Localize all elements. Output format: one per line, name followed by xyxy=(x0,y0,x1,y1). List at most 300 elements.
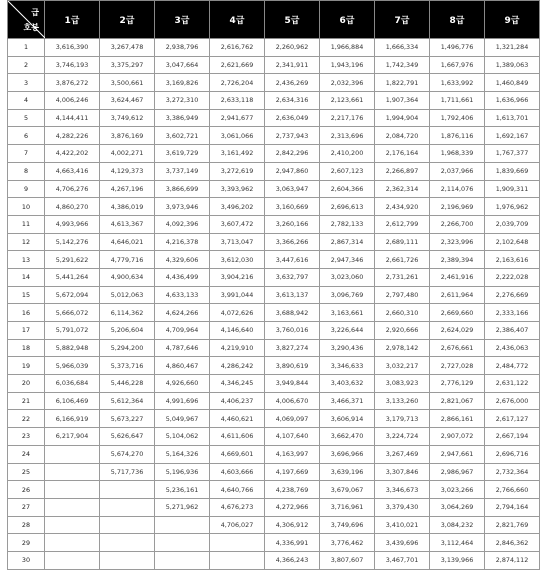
salary-cell: 3,393,962 xyxy=(210,180,265,198)
salary-cell: 5,049,967 xyxy=(155,410,210,428)
salary-cell: 2,986,967 xyxy=(430,463,485,481)
salary-cell: 1,667,976 xyxy=(430,56,485,74)
salary-cell: 1,968,339 xyxy=(430,145,485,163)
salary-cell: 2,636,049 xyxy=(265,109,320,127)
salary-cell: 4,993,966 xyxy=(45,215,100,233)
salary-cell: 2,874,112 xyxy=(485,551,540,569)
salary-cell: 3,112,464 xyxy=(430,534,485,552)
step-number-cell: 9 xyxy=(8,180,45,198)
salary-cell: 4,107,640 xyxy=(265,428,320,446)
salary-cell: 4,306,912 xyxy=(265,516,320,534)
salary-cell: 2,461,916 xyxy=(430,268,485,286)
table-row xyxy=(8,551,540,569)
table-row xyxy=(8,357,540,375)
salary-cell: 2,621,669 xyxy=(210,56,265,74)
salary-cell: 5,446,228 xyxy=(100,375,155,393)
salary-cell: 2,794,164 xyxy=(485,498,540,516)
salary-cell: 3,890,619 xyxy=(265,357,320,375)
header-row xyxy=(8,1,540,39)
step-number-cell: 19 xyxy=(8,357,45,375)
salary-cell: 6,106,469 xyxy=(45,392,100,410)
salary-cell: 4,006,670 xyxy=(265,392,320,410)
salary-cell: 4,336,991 xyxy=(265,534,320,552)
salary-cell: 1,742,349 xyxy=(375,56,430,74)
step-number-cell: 16 xyxy=(8,304,45,322)
salary-cell: 4,633,133 xyxy=(155,286,210,304)
salary-cell: 3,386,949 xyxy=(155,109,210,127)
salary-cell: 5,236,161 xyxy=(155,481,210,499)
salary-cell: 5,791,072 xyxy=(45,322,100,340)
salary-cell: 1,876,116 xyxy=(430,127,485,145)
salary-cell: 2,436,063 xyxy=(485,339,540,357)
salary-cell xyxy=(45,498,100,516)
grade-header-7: 7급 xyxy=(375,1,430,39)
salary-cell: 4,346,245 xyxy=(210,375,265,393)
salary-cell: 2,669,660 xyxy=(430,304,485,322)
table-row xyxy=(8,304,540,322)
step-number-cell: 28 xyxy=(8,516,45,534)
salary-cell: 3,023,060 xyxy=(320,268,375,286)
step-number-cell: 13 xyxy=(8,251,45,269)
salary-cell: 4,267,196 xyxy=(100,180,155,198)
salary-cell: 3,688,942 xyxy=(265,304,320,322)
salary-cell: 2,737,943 xyxy=(265,127,320,145)
salary-cell: 1,792,406 xyxy=(430,109,485,127)
salary-cell: 2,333,166 xyxy=(485,304,540,322)
salary-cell: 3,749,612 xyxy=(100,109,155,127)
step-number-cell: 30 xyxy=(8,551,45,569)
salary-cell: 2,846,362 xyxy=(485,534,540,552)
salary-cell xyxy=(100,534,155,552)
step-number-cell: 12 xyxy=(8,233,45,251)
salary-cell: 2,102,648 xyxy=(485,233,540,251)
salary-cell: 2,947,860 xyxy=(265,162,320,180)
salary-cell: 2,266,897 xyxy=(375,162,430,180)
salary-cell: 4,603,666 xyxy=(210,463,265,481)
step-number-cell: 2 xyxy=(8,56,45,74)
salary-cell: 4,926,660 xyxy=(155,375,210,393)
salary-cell: 3,613,137 xyxy=(265,286,320,304)
salary-cell: 1,767,377 xyxy=(485,145,540,163)
salary-cell: 3,602,721 xyxy=(155,127,210,145)
salary-cell: 4,329,606 xyxy=(155,251,210,269)
salary-cell: 4,216,378 xyxy=(155,233,210,251)
salary-cell xyxy=(45,463,100,481)
salary-cell: 3,063,947 xyxy=(265,180,320,198)
salary-cell xyxy=(210,534,265,552)
salary-cell: 2,436,269 xyxy=(265,74,320,92)
salary-cell: 2,676,000 xyxy=(485,392,540,410)
salary-cell: 1,460,849 xyxy=(485,74,540,92)
salary-cell: 1,321,284 xyxy=(485,39,540,57)
salary-cell xyxy=(45,481,100,499)
table-row xyxy=(8,392,540,410)
salary-cell xyxy=(100,551,155,569)
salary-cell: 3,447,616 xyxy=(265,251,320,269)
step-number-cell: 24 xyxy=(8,445,45,463)
table-header xyxy=(8,1,540,39)
salary-cell: 4,669,601 xyxy=(210,445,265,463)
salary-cell: 2,323,996 xyxy=(430,233,485,251)
salary-table-container xyxy=(7,0,540,570)
step-number-cell: 29 xyxy=(8,534,45,552)
salary-cell: 4,272,966 xyxy=(265,498,320,516)
salary-cell: 3,083,923 xyxy=(375,375,430,393)
salary-cell: 4,406,237 xyxy=(210,392,265,410)
salary-cell: 2,842,296 xyxy=(265,145,320,163)
salary-cell: 3,366,266 xyxy=(265,233,320,251)
salary-cell: 2,039,709 xyxy=(485,215,540,233)
salary-cell: 3,749,696 xyxy=(320,516,375,534)
salary-cell: 2,617,127 xyxy=(485,410,540,428)
salary-cell: 4,860,467 xyxy=(155,357,210,375)
salary-cell: 4,286,242 xyxy=(210,357,265,375)
salary-cell: 2,731,261 xyxy=(375,268,430,286)
step-number-cell: 6 xyxy=(8,127,45,145)
salary-cell: 3,032,217 xyxy=(375,357,430,375)
table-row xyxy=(8,198,540,216)
salary-cell: 2,633,118 xyxy=(210,92,265,110)
salary-cell: 2,624,029 xyxy=(430,322,485,340)
salary-cell: 4,282,226 xyxy=(45,127,100,145)
table-row xyxy=(8,463,540,481)
salary-cell xyxy=(45,516,100,534)
salary-cell: 3,410,021 xyxy=(375,516,430,534)
salary-cell: 3,679,067 xyxy=(320,481,375,499)
salary-cell: 4,787,646 xyxy=(155,339,210,357)
salary-cell xyxy=(100,481,155,499)
salary-cell: 2,866,161 xyxy=(430,410,485,428)
salary-cell: 2,732,364 xyxy=(485,463,540,481)
salary-cell: 6,036,684 xyxy=(45,375,100,393)
table-row xyxy=(8,481,540,499)
salary-cell: 3,379,430 xyxy=(375,498,430,516)
salary-cell: 3,467,701 xyxy=(375,551,430,569)
salary-cell: 3,023,266 xyxy=(430,481,485,499)
salary-cell: 3,096,769 xyxy=(320,286,375,304)
salary-cell: 3,163,661 xyxy=(320,304,375,322)
salary-cell: 2,726,204 xyxy=(210,74,265,92)
salary-cell: 4,092,396 xyxy=(155,215,210,233)
salary-cell: 4,422,202 xyxy=(45,145,100,163)
grade-header-8: 8급 xyxy=(430,1,485,39)
salary-cell: 2,123,661 xyxy=(320,92,375,110)
salary-cell: 1,636,966 xyxy=(485,92,540,110)
salary-cell: 2,386,407 xyxy=(485,322,540,340)
step-number-cell: 27 xyxy=(8,498,45,516)
table-row xyxy=(8,233,540,251)
salary-cell: 2,947,661 xyxy=(430,445,485,463)
step-number-cell: 15 xyxy=(8,286,45,304)
salary-cell: 4,611,606 xyxy=(210,428,265,446)
salary-cell: 2,484,772 xyxy=(485,357,540,375)
step-number-cell: 7 xyxy=(8,145,45,163)
salary-cell: 4,860,270 xyxy=(45,198,100,216)
salary-cell: 3,713,047 xyxy=(210,233,265,251)
table-row xyxy=(8,339,540,357)
salary-cell: 3,267,469 xyxy=(375,445,430,463)
salary-cell: 5,626,647 xyxy=(100,428,155,446)
grade-header-1: 1급 xyxy=(45,1,100,39)
table-row xyxy=(8,39,540,57)
salary-cell: 4,072,626 xyxy=(210,304,265,322)
grade-header-5: 5급 xyxy=(265,1,320,39)
salary-cell: 3,064,269 xyxy=(430,498,485,516)
salary-cell: 2,410,200 xyxy=(320,145,375,163)
salary-cell: 3,496,202 xyxy=(210,198,265,216)
salary-cell: 2,676,661 xyxy=(430,339,485,357)
salary-cell: 4,006,246 xyxy=(45,92,100,110)
salary-cell: 2,634,316 xyxy=(265,92,320,110)
corner-grade-label: 급 xyxy=(31,8,39,17)
table-row xyxy=(8,180,540,198)
table-row xyxy=(8,428,540,446)
salary-cell: 5,206,604 xyxy=(100,322,155,340)
salary-cell: 2,260,962 xyxy=(265,39,320,57)
salary-cell: 2,821,769 xyxy=(485,516,540,534)
salary-cell: 3,973,946 xyxy=(155,198,210,216)
salary-cell: 4,002,271 xyxy=(100,145,155,163)
salary-cell: 5,672,094 xyxy=(45,286,100,304)
step-number-cell: 23 xyxy=(8,428,45,446)
salary-cell: 2,217,176 xyxy=(320,109,375,127)
salary-cell: 3,375,297 xyxy=(100,56,155,74)
salary-cell: 2,661,726 xyxy=(375,251,430,269)
salary-cell: 3,991,044 xyxy=(210,286,265,304)
salary-cell: 3,061,066 xyxy=(210,127,265,145)
salary-cell: 4,366,243 xyxy=(265,551,320,569)
grade-header-3: 3급 xyxy=(155,1,210,39)
salary-cell: 3,619,729 xyxy=(155,145,210,163)
salary-cell: 3,746,193 xyxy=(45,56,100,74)
table-row xyxy=(8,445,540,463)
salary-cell: 3,607,472 xyxy=(210,215,265,233)
salary-cell: 4,460,621 xyxy=(210,410,265,428)
step-number-cell: 3 xyxy=(8,74,45,92)
salary-cell: 4,436,499 xyxy=(155,268,210,286)
salary-cell: 1,994,904 xyxy=(375,109,430,127)
salary-cell: 5,291,622 xyxy=(45,251,100,269)
salary-cell: 1,613,701 xyxy=(485,109,540,127)
salary-cell: 2,689,111 xyxy=(375,233,430,251)
step-number-cell: 10 xyxy=(8,198,45,216)
salary-cell: 2,797,480 xyxy=(375,286,430,304)
salary-cell: 3,949,844 xyxy=(265,375,320,393)
step-number-cell: 26 xyxy=(8,481,45,499)
table-row xyxy=(8,268,540,286)
salary-cell: 2,660,310 xyxy=(375,304,430,322)
salary-cell: 3,776,462 xyxy=(320,534,375,552)
salary-cell: 4,706,027 xyxy=(210,516,265,534)
salary-cell: 4,646,021 xyxy=(100,233,155,251)
salary-cell: 4,219,910 xyxy=(210,339,265,357)
salary-cell: 1,943,196 xyxy=(320,56,375,74)
salary-cell: 5,441,264 xyxy=(45,268,100,286)
salary-cell: 4,238,769 xyxy=(265,481,320,499)
salary-cell: 2,176,164 xyxy=(375,145,430,163)
salary-cell: 2,604,366 xyxy=(320,180,375,198)
salary-cell: 5,674,270 xyxy=(100,445,155,463)
salary-cell: 3,290,436 xyxy=(320,339,375,357)
salary-cell: 3,606,914 xyxy=(320,410,375,428)
salary-cell: 3,616,390 xyxy=(45,39,100,57)
salary-cell: 3,346,633 xyxy=(320,357,375,375)
salary-cell: 2,607,123 xyxy=(320,162,375,180)
salary-cell: 3,439,696 xyxy=(375,534,430,552)
salary-cell: 2,782,133 xyxy=(320,215,375,233)
salary-cell: 5,373,716 xyxy=(100,357,155,375)
salary-cell: 3,876,272 xyxy=(45,74,100,92)
salary-cell: 3,696,966 xyxy=(320,445,375,463)
salary-cell: 3,272,310 xyxy=(155,92,210,110)
salary-cell: 2,611,964 xyxy=(430,286,485,304)
corner-header-cell xyxy=(8,1,45,39)
salary-cell: 2,727,028 xyxy=(430,357,485,375)
step-number-cell: 14 xyxy=(8,268,45,286)
salary-cell: 2,313,696 xyxy=(320,127,375,145)
salary-cell: 2,696,613 xyxy=(320,198,375,216)
salary-cell: 2,434,920 xyxy=(375,198,430,216)
salary-cell: 3,807,607 xyxy=(320,551,375,569)
salary-cell: 2,362,314 xyxy=(375,180,430,198)
salary-cell: 3,346,673 xyxy=(375,481,430,499)
salary-cell: 3,904,216 xyxy=(210,268,265,286)
salary-cell: 3,161,492 xyxy=(210,145,265,163)
salary-cell: 6,217,904 xyxy=(45,428,100,446)
salary-cell xyxy=(155,516,210,534)
salary-cell xyxy=(155,534,210,552)
step-number-cell: 25 xyxy=(8,463,45,481)
table-row xyxy=(8,127,540,145)
salary-cell: 4,146,640 xyxy=(210,322,265,340)
step-number-cell: 5 xyxy=(8,109,45,127)
salary-cell: 6,114,362 xyxy=(100,304,155,322)
salary-cell: 2,612,799 xyxy=(375,215,430,233)
salary-cell: 3,179,713 xyxy=(375,410,430,428)
salary-cell: 2,920,666 xyxy=(375,322,430,340)
salary-cell: 3,662,470 xyxy=(320,428,375,446)
salary-cell: 3,876,169 xyxy=(100,127,155,145)
salary-cell: 4,991,696 xyxy=(155,392,210,410)
grade-header-2: 2급 xyxy=(100,1,155,39)
salary-cell: 3,760,016 xyxy=(265,322,320,340)
salary-cell: 3,139,966 xyxy=(430,551,485,569)
salary-cell: 3,866,699 xyxy=(155,180,210,198)
step-number-cell: 18 xyxy=(8,339,45,357)
salary-cell: 5,104,062 xyxy=(155,428,210,446)
salary-cell: 5,196,936 xyxy=(155,463,210,481)
salary-cell: 4,129,373 xyxy=(100,162,155,180)
salary-cell: 4,640,766 xyxy=(210,481,265,499)
salary-cell: 2,266,700 xyxy=(430,215,485,233)
salary-cell: 3,403,632 xyxy=(320,375,375,393)
salary-cell: 1,633,992 xyxy=(430,74,485,92)
salary-cell: 2,978,142 xyxy=(375,339,430,357)
salary-cell: 1,666,334 xyxy=(375,39,430,57)
corner-step-label: 호봉 xyxy=(23,23,39,32)
salary-cell: 2,341,911 xyxy=(265,56,320,74)
salary-cell: 1,711,661 xyxy=(430,92,485,110)
salary-cell xyxy=(45,534,100,552)
salary-cell: 2,766,660 xyxy=(485,481,540,499)
salary-cell: 3,260,166 xyxy=(265,215,320,233)
salary-cell: 3,169,826 xyxy=(155,74,210,92)
salary-cell: 2,821,067 xyxy=(430,392,485,410)
salary-cell: 4,676,273 xyxy=(210,498,265,516)
salary-cell: 5,612,364 xyxy=(100,392,155,410)
step-number-cell: 20 xyxy=(8,375,45,393)
salary-cell: 5,666,072 xyxy=(45,304,100,322)
salary-cell: 3,632,797 xyxy=(265,268,320,286)
salary-cell: 3,466,371 xyxy=(320,392,375,410)
salary-cell: 3,133,260 xyxy=(375,392,430,410)
salary-cell: 1,692,167 xyxy=(485,127,540,145)
salary-cell: 3,084,232 xyxy=(430,516,485,534)
salary-cell xyxy=(100,516,155,534)
salary-cell: 4,069,097 xyxy=(265,410,320,428)
step-number-cell: 1 xyxy=(8,39,45,57)
table-row xyxy=(8,162,540,180)
step-number-cell: 11 xyxy=(8,215,45,233)
salary-cell: 2,907,072 xyxy=(430,428,485,446)
salary-cell: 3,500,661 xyxy=(100,74,155,92)
salary-cell: 1,822,791 xyxy=(375,74,430,92)
salary-cell: 2,776,129 xyxy=(430,375,485,393)
salary-cell: 4,613,367 xyxy=(100,215,155,233)
salary-cell: 2,938,796 xyxy=(155,39,210,57)
salary-cell: 3,267,478 xyxy=(100,39,155,57)
salary-cell: 5,012,063 xyxy=(100,286,155,304)
step-number-cell: 17 xyxy=(8,322,45,340)
salary-cell: 2,947,346 xyxy=(320,251,375,269)
salary-cell: 1,496,776 xyxy=(430,39,485,57)
table-row xyxy=(8,534,540,552)
salary-cell: 3,827,274 xyxy=(265,339,320,357)
salary-cell: 2,196,969 xyxy=(430,198,485,216)
salary-cell: 2,867,314 xyxy=(320,233,375,251)
salary-cell: 1,839,669 xyxy=(485,162,540,180)
salary-cell: 4,663,416 xyxy=(45,162,100,180)
salary-cell: 4,386,019 xyxy=(100,198,155,216)
salary-cell: 1,909,311 xyxy=(485,180,540,198)
salary-cell: 2,222,028 xyxy=(485,268,540,286)
table-row xyxy=(8,286,540,304)
salary-cell: 2,163,616 xyxy=(485,251,540,269)
table-row xyxy=(8,498,540,516)
salary-cell: 4,197,669 xyxy=(265,463,320,481)
table-row xyxy=(8,410,540,428)
table-row xyxy=(8,251,540,269)
salary-cell: 3,737,149 xyxy=(155,162,210,180)
salary-cell: 5,294,200 xyxy=(100,339,155,357)
salary-cell: 3,224,724 xyxy=(375,428,430,446)
salary-cell: 3,272,619 xyxy=(210,162,265,180)
table-row xyxy=(8,145,540,163)
salary-cell: 4,144,411 xyxy=(45,109,100,127)
salary-cell: 1,966,884 xyxy=(320,39,375,57)
salary-cell: 3,716,961 xyxy=(320,498,375,516)
table-row xyxy=(8,92,540,110)
salary-cell: 4,900,634 xyxy=(100,268,155,286)
salary-cell: 4,163,997 xyxy=(265,445,320,463)
table-row xyxy=(8,215,540,233)
salary-cell xyxy=(100,498,155,516)
step-number-cell: 4 xyxy=(8,92,45,110)
salary-cell: 2,276,669 xyxy=(485,286,540,304)
salary-cell: 4,624,266 xyxy=(155,304,210,322)
table-row xyxy=(8,322,540,340)
salary-cell: 2,941,677 xyxy=(210,109,265,127)
